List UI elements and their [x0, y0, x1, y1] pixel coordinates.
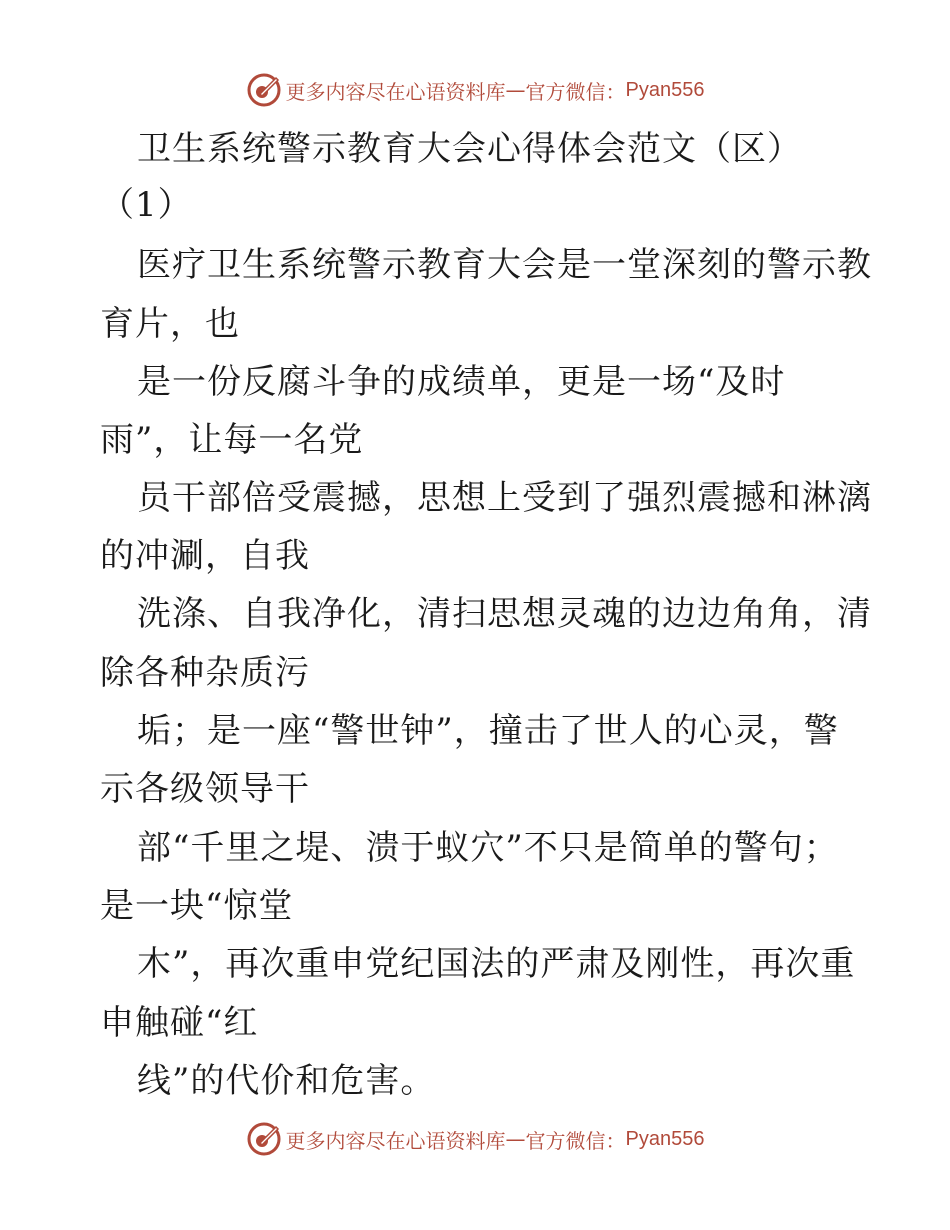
paragraph-line: 木”，再次重申党纪国法的严肃及刚性，再次重	[137, 944, 856, 984]
paragraph-line: 育片，也	[100, 304, 240, 344]
paragraph-line: 是一块“惊堂	[100, 886, 294, 926]
paragraph-line: 员干部倍受震撼，思想上受到了强烈震撼和淋漓	[137, 478, 872, 518]
banner-handle: Pyan556	[625, 1127, 705, 1150]
banner-title: 更多内容尽在心语资料库	[285, 1128, 506, 1153]
header-watermark-banner	[0, 70, 950, 110]
paragraph-line: 申触碰“红	[100, 1003, 259, 1043]
paragraph-line: 部“千里之堤、溃于蚁穴”不只是简单的警句；	[137, 828, 839, 868]
quill-logo-icon	[246, 1121, 282, 1157]
paragraph-line: 示各级领导干	[100, 769, 310, 809]
banner-wechat-label: 官方微信：	[525, 1128, 626, 1153]
quill-logo-icon	[246, 72, 282, 108]
footer-watermark-banner	[0, 1119, 950, 1159]
document-title-number: （1）	[100, 185, 193, 225]
banner-title: 更多内容尽在心语资料库	[285, 79, 506, 104]
banner-wechat-label: 官方微信：	[525, 79, 626, 104]
banner-handle: Pyan556	[625, 78, 705, 101]
paragraph-line: 医疗卫生系统警示教育大会是一堂深刻的警示教	[137, 245, 872, 285]
document-title: 卫生系统警示教育大会心得体会范文（区）	[137, 129, 802, 169]
paragraph-line: 垢；是一座“警世钟”，撞击了世人的心灵，警	[137, 711, 839, 751]
banner-separator: —	[505, 1127, 526, 1151]
paragraph-line: 雨”，让每一名党	[100, 420, 364, 460]
paragraph-line: 线”的代价和危害。	[137, 1061, 436, 1101]
paragraph-line: 洗涤、自我净化，清扫思想灵魂的边边角角，清	[137, 594, 872, 634]
paragraph-line: 的冲涮，自我	[100, 536, 310, 576]
banner-separator: —	[505, 78, 526, 102]
paragraph-line: 是一份反腐斗争的成绩单，更是一场“及时	[137, 362, 786, 402]
paragraph-line: 除各种杂质污	[100, 653, 310, 693]
